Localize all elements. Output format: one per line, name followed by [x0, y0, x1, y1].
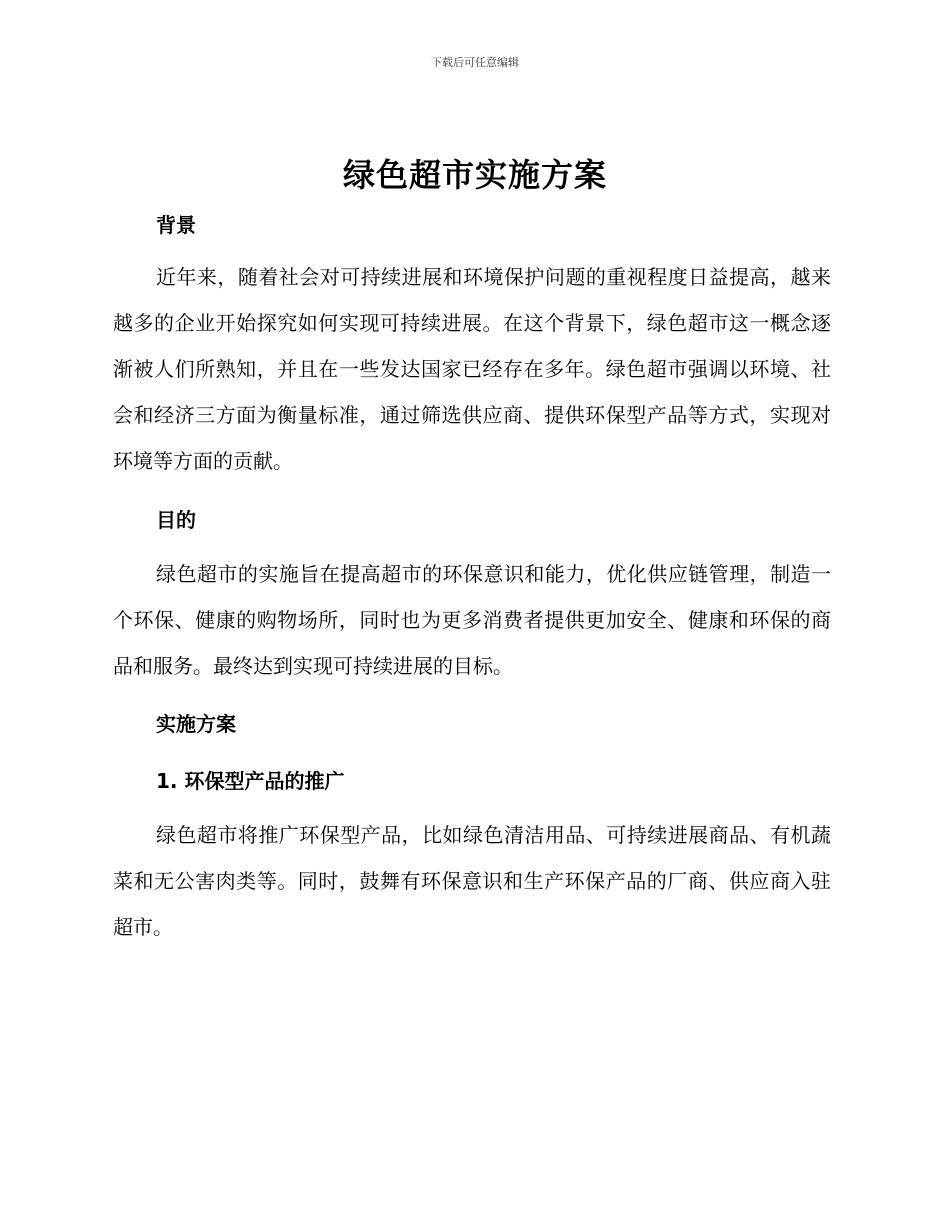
paragraph-background: 近年来，随着社会对可持续进展和环境保护问题的重视程度日益提高，越来越多的企业开始探究如何实现可持续进展。在这个背景下，绿色超市这一概念逐渐被人们所熟知，并且在一些发达国家已经存在多年。绿色超市强调以环境、社会和经济三方面为衡量标准，通过筛选供应商、提供环保型产品等方式，实现对环境等方面的贡献。	[113, 265, 831, 473]
section-heading-plan: 实施方案	[156, 712, 236, 736]
section-heading-purpose: 目的	[156, 508, 196, 532]
subsection-heading-product-promotion: 1. 环保型产品的推广	[156, 769, 345, 793]
page-header: 下载后可任意编辑	[431, 56, 519, 69]
paragraph-product-promotion: 绿色超市将推广环保型产品，比如绿色清洁用品、可持续进展商品、有机蔬菜和无公害肉类等。同时，鼓舞有环保意识和生产环保产品的厂商、供应商入驻超市。	[113, 823, 831, 939]
paragraph-purpose: 绿色超市的实施旨在提高超市的环保意识和能力，优化供应链管理，制造一个环保、健康的购物场所，同时也为更多消费者提供更加安全、健康和环保的商品和服务。最终达到实现可持续进展的目标。	[113, 562, 831, 678]
section-heading-background: 背景	[156, 213, 196, 237]
document-title: 绿色超市实施方案	[342, 156, 607, 194]
